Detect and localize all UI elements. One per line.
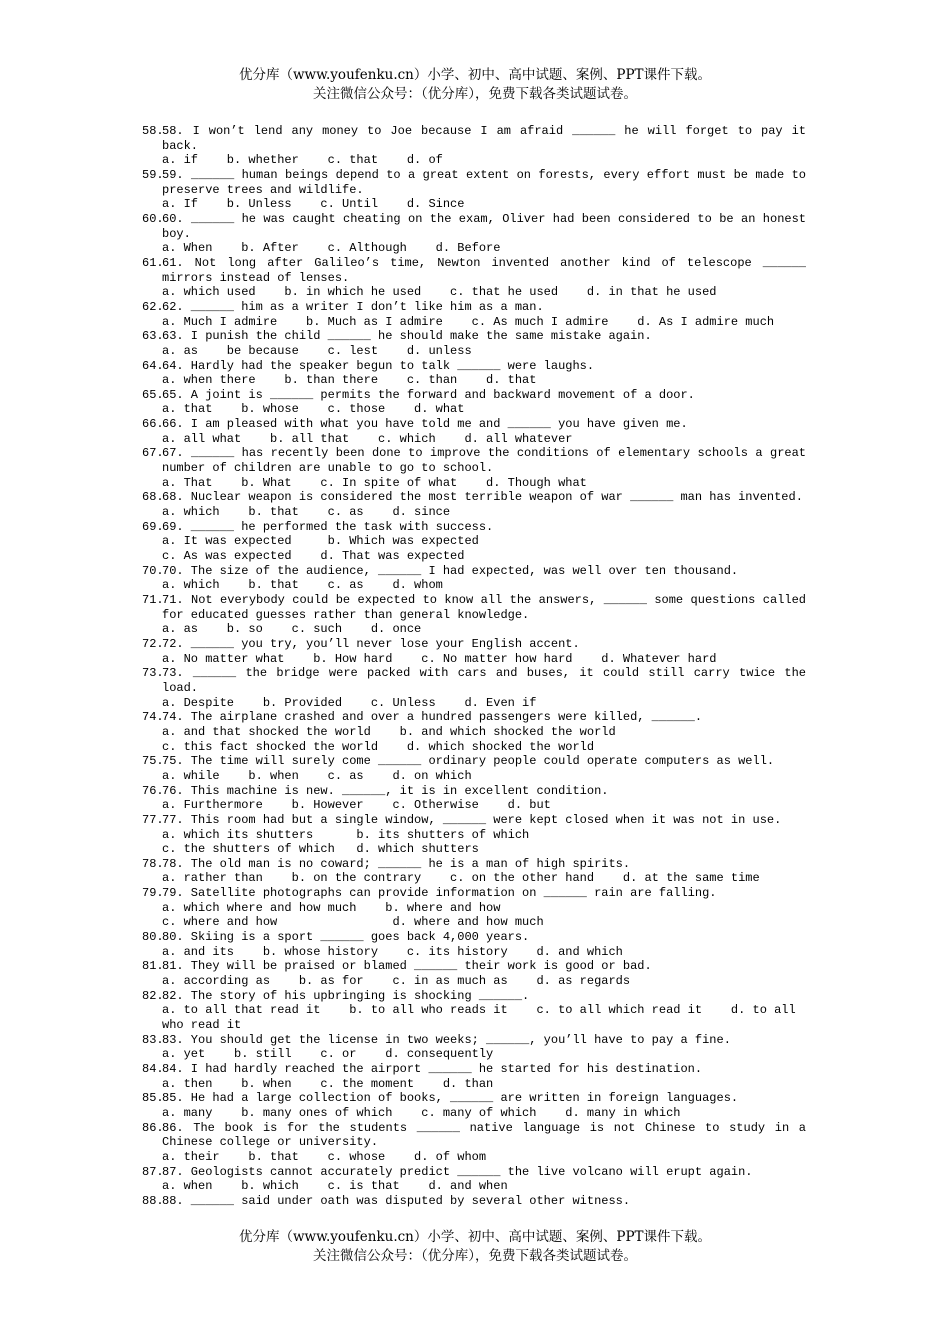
answer-options: a. No matter what b. How hard c. No matter how hard d. Whatever hard: [162, 651, 717, 666]
answer-options: a. yet b. still c. or d. consequently: [162, 1047, 494, 1062]
answer-options: a. all what b. all that c. which d. all whatever: [162, 431, 573, 446]
answer-options: a. Much I admire b. Much as I admire c. As much I admire d. As I admire much: [162, 314, 775, 329]
question-stem: [142, 1165, 806, 1180]
question-stem: [142, 857, 806, 872]
page-header: [0, 66, 950, 104]
question-text: 64. Hardly had the speaker begun to talk ______ were laughs.: [162, 358, 595, 373]
question-text: 68. Nuclear weapon is considered the most terrible weapon of war ______ man has invented.: [162, 490, 803, 505]
question-list: [142, 124, 806, 1209]
header-wechat-line: 关注微信公众号：（优分库），免费下载各类试题试卷。: [313, 86, 637, 102]
question-item: [142, 520, 806, 564]
question-item: [142, 813, 806, 857]
question-text: 75. The time will surely come ______ ordinary people could operate computers as well.: [162, 754, 775, 769]
answer-options: a. rather than b. on the contrary c. on the other hand d. at the same time: [162, 871, 760, 886]
question-item: [142, 388, 806, 417]
question-stem: [142, 388, 806, 403]
answer-options: a. and its b. whose history c. its history d. and which: [162, 944, 623, 959]
question-item: [142, 666, 806, 710]
question-item: [142, 593, 806, 637]
question-text: 85. He had a large collection of books, ______ are written in foreign languages.: [162, 1091, 739, 1106]
question-number: 61.: [142, 255, 164, 270]
question-number: 75.: [142, 754, 164, 769]
question-text: 84. I had hardly reached the airport ______ he started for his destination.: [162, 1062, 703, 1076]
question-text: 67. ______ has recently been done to improve the conditions of elementary schools a great number of children are unable to go to school.: [162, 446, 806, 476]
answer-options: a. Furthermore b. However c. Otherwise d. but: [162, 798, 551, 813]
answer-options: a. as be because c. lest d. unless: [162, 343, 472, 358]
question-stem: [142, 124, 806, 153]
question-item: [142, 256, 806, 300]
answer-options: a. to all that read it b. to all who reads it c. to all which read it d. to all: [162, 1003, 796, 1018]
question-number: 66.: [142, 417, 164, 432]
question-number: 77.: [142, 812, 164, 827]
question-stem: [142, 359, 806, 374]
question-number: 74.: [142, 710, 164, 725]
question-item: [142, 564, 806, 593]
question-item: [142, 212, 806, 256]
question-number: 81.: [142, 959, 164, 974]
question-text: 82. The story of his upbringing is shocking ______.: [162, 988, 530, 1003]
question-stem: [142, 593, 806, 622]
question-stem: [142, 256, 806, 285]
question-stem: [142, 754, 806, 769]
question-number: 76.: [142, 783, 164, 798]
question-number: 70.: [142, 563, 164, 578]
question-text: 78. The old man is no coward; ______ he is a man of high spirits.: [162, 856, 631, 871]
question-text: 70. The size of the audience, ______ I had expected, was well over ten thousand.: [162, 563, 739, 578]
question-item: [142, 490, 806, 519]
answer-options: a. Despite b. Provided c. Unless d. Even if: [162, 695, 537, 710]
answer-options: a. while b. when c. as d. on which: [162, 768, 472, 783]
question-stem: [142, 1033, 806, 1048]
question-number: 79.: [142, 886, 164, 901]
question-number: 58.: [142, 124, 164, 138]
question-text: 61. Not long after Galileo’s time, Newton invented another kind of telescope ______ mirrors instead of lenses.: [162, 255, 806, 285]
question-text: 60. ______ he was caught cheating on the exam, Oliver had been considered to be an honest boy.: [162, 211, 806, 241]
question-text: 72. ______ you try, you’ll never lose your English accent.: [162, 636, 580, 651]
question-text: 71. Not everybody could be expected to know all the answers, ______ some questions called for educated guesses rather than general knowledge.: [162, 593, 806, 622]
page-footer: [0, 1228, 950, 1266]
question-stem: [142, 959, 806, 974]
question-text: 62. ______ him as a writer I don’t like him as a man.: [162, 299, 544, 314]
question-stem: [142, 417, 806, 432]
question-stem: [142, 212, 806, 241]
question-number: 73.: [142, 666, 164, 681]
question-stem: [142, 1194, 806, 1209]
answer-options: c. where and how d. where and how much: [162, 915, 544, 930]
question-text: 83. You should get the license in two weeks; ______, you’ll have to pay a fine.: [162, 1032, 731, 1047]
question-text: 79. Satellite photographs can provide information on ______ rain are falling.: [162, 886, 717, 901]
question-number: 84.: [142, 1062, 164, 1076]
question-number: 80.: [142, 930, 164, 945]
question-text: 63. I punish the child ______ he should make the same mistake again.: [162, 329, 652, 344]
question-text: 76. This machine is new. ______, it is in excellent condition.: [162, 783, 609, 798]
question-stem: [142, 886, 806, 901]
question-text: 88. ______ said under oath was disputed by several other witness.: [162, 1193, 631, 1208]
answer-options: a. which its shutters b. its shutters of which: [162, 827, 530, 842]
answer-options: a. then b. when c. the moment d. than: [162, 1076, 494, 1091]
question-text: 86. The book is for the students ______ native language is not Chinese to study in a Chinese college or university.: [162, 1120, 806, 1150]
question-stem: [142, 168, 806, 197]
question-item: [142, 359, 806, 388]
question-number: 83.: [142, 1032, 164, 1047]
question-number: 67.: [142, 446, 164, 461]
question-item: [142, 784, 806, 813]
question-number: 65.: [142, 387, 164, 402]
answer-options: a. according as b. as for c. in as much as d. as regards: [162, 974, 631, 989]
question-item: [142, 710, 806, 754]
question-number: 68.: [142, 490, 164, 505]
question-stem: [142, 490, 806, 505]
question-number: 69.: [142, 519, 164, 534]
question-stem: [142, 329, 806, 344]
question-stem: [142, 300, 806, 315]
question-number: 59.: [142, 167, 164, 182]
question-item: [142, 637, 806, 666]
question-number: 78.: [142, 856, 164, 871]
question-item: [142, 1194, 806, 1209]
question-text: 74. The airplane crashed and over a hundred passengers were killed, ______.: [162, 710, 703, 725]
answer-options: a. which where and how much b. where and how: [162, 900, 501, 915]
question-stem: [142, 564, 806, 579]
answer-options: a. which used b. in which he used c. that he used d. in that he used: [162, 285, 717, 300]
question-number: 64.: [142, 358, 164, 373]
question-number: 86.: [142, 1120, 164, 1135]
question-number: 63.: [142, 329, 164, 344]
question-item: [142, 959, 806, 988]
answer-options: who read it: [162, 1018, 242, 1033]
question-number: 82.: [142, 988, 164, 1003]
answer-options: a. If b. Unless c. Until d. Since: [162, 197, 465, 212]
answer-options: a. It was expected b. Which was expected: [162, 534, 479, 549]
question-text: 87. Geologists cannot accurately predict ______ the live volcano will erupt again.: [162, 1164, 753, 1179]
question-item: [142, 168, 806, 212]
answer-options: a. that b. whose c. those d. what: [162, 402, 465, 417]
question-item: [142, 1165, 806, 1194]
question-item: [142, 754, 806, 783]
question-item: [142, 1062, 806, 1091]
question-stem: [142, 666, 806, 695]
question-stem: [142, 989, 806, 1004]
question-stem: [142, 1091, 806, 1106]
question-text: 65. A joint is ______ permits the forward and backward movement of a door.: [162, 387, 695, 402]
question-item: [142, 417, 806, 446]
answer-options: a. their b. that c. whose d. of whom: [162, 1149, 487, 1164]
question-text: 73. ______ the bridge were packed with cars and buses, it could still carry twice the load.: [162, 666, 806, 695]
question-text: 80. Skiing is a sport ______ goes back 4,000 years.: [162, 930, 530, 945]
question-item: [142, 857, 806, 886]
answer-options: c. the shutters of which d. which shutters: [162, 842, 479, 857]
question-item: [142, 886, 806, 930]
answer-options: a. When b. After c. Although d. Before: [162, 241, 501, 256]
answer-options: a. when b. which c. is that d. and when: [162, 1179, 508, 1194]
question-text: 59. ______ human beings depend to a great extent on forests, every effort must be made to preserve trees and wildlife.: [162, 167, 806, 197]
footer-wechat-line: 关注微信公众号：（优分库），免费下载各类试题试卷。: [313, 1248, 637, 1264]
question-item: [142, 930, 806, 959]
question-text: 81. They will be praised or blamed ______ their work is good or bad.: [162, 959, 652, 974]
answer-options: a. if b. whether c. that d. of: [162, 153, 443, 168]
question-number: 87.: [142, 1164, 164, 1179]
question-item: [142, 124, 806, 168]
answer-options: a. That b. What c. In spite of what d. Though what: [162, 475, 587, 490]
answer-options: a. which b. that c. as d. whom: [162, 578, 443, 593]
answer-options: a. and that shocked the world b. and which shocked the world: [162, 724, 616, 739]
header-site-line: 优分库（www.youfenku.cn）小学、初中、高中试题、案例、PPT课件下载。: [238, 67, 712, 83]
answer-options: a. many b. many ones of which c. many of which d. many in which: [162, 1105, 681, 1120]
question-item: [142, 1091, 806, 1120]
question-stem: [142, 784, 806, 799]
question-number: 71.: [142, 593, 164, 607]
question-text: 69. ______ he performed the task with success.: [162, 519, 494, 534]
answer-options: a. when there b. than there c. than d. that: [162, 373, 537, 388]
question-number: 85.: [142, 1091, 164, 1106]
question-stem: [142, 637, 806, 652]
question-number: 88.: [142, 1193, 164, 1208]
answer-options: c. this fact shocked the world d. which shocked the world: [162, 739, 595, 754]
question-text: 66. I am pleased with what you have told me and ______ you have given me.: [162, 417, 688, 432]
question-text: 58. I won’t lend any money to Joe because I am afraid ______ he will forget to pay it back.: [162, 124, 806, 153]
question-stem: [142, 1062, 806, 1077]
answer-options: a. as b. so c. such d. once: [162, 622, 422, 637]
question-item: [142, 989, 806, 1033]
question-text: 77. This room had but a single window, ______ were kept closed when it was not in use.: [162, 812, 782, 827]
question-item: [142, 329, 806, 358]
question-stem: [142, 520, 806, 535]
question-stem: [142, 1121, 806, 1150]
question-item: [142, 446, 806, 490]
question-stem: [142, 930, 806, 945]
question-stem: [142, 813, 806, 828]
footer-site-line: 优分库（www.youfenku.cn）小学、初中、高中试题、案例、PPT课件下载。: [238, 1229, 712, 1245]
question-number: 60.: [142, 211, 164, 226]
question-item: [142, 300, 806, 329]
question-item: [142, 1121, 806, 1165]
question-number: 62.: [142, 299, 164, 314]
question-item: [142, 1033, 806, 1062]
question-stem: [142, 710, 806, 725]
answer-options: c. As was expected d. That was expected: [162, 549, 465, 564]
question-stem: [142, 446, 806, 475]
answer-options: a. which b. that c. as d. since: [162, 505, 451, 520]
question-number: 72.: [142, 636, 164, 651]
